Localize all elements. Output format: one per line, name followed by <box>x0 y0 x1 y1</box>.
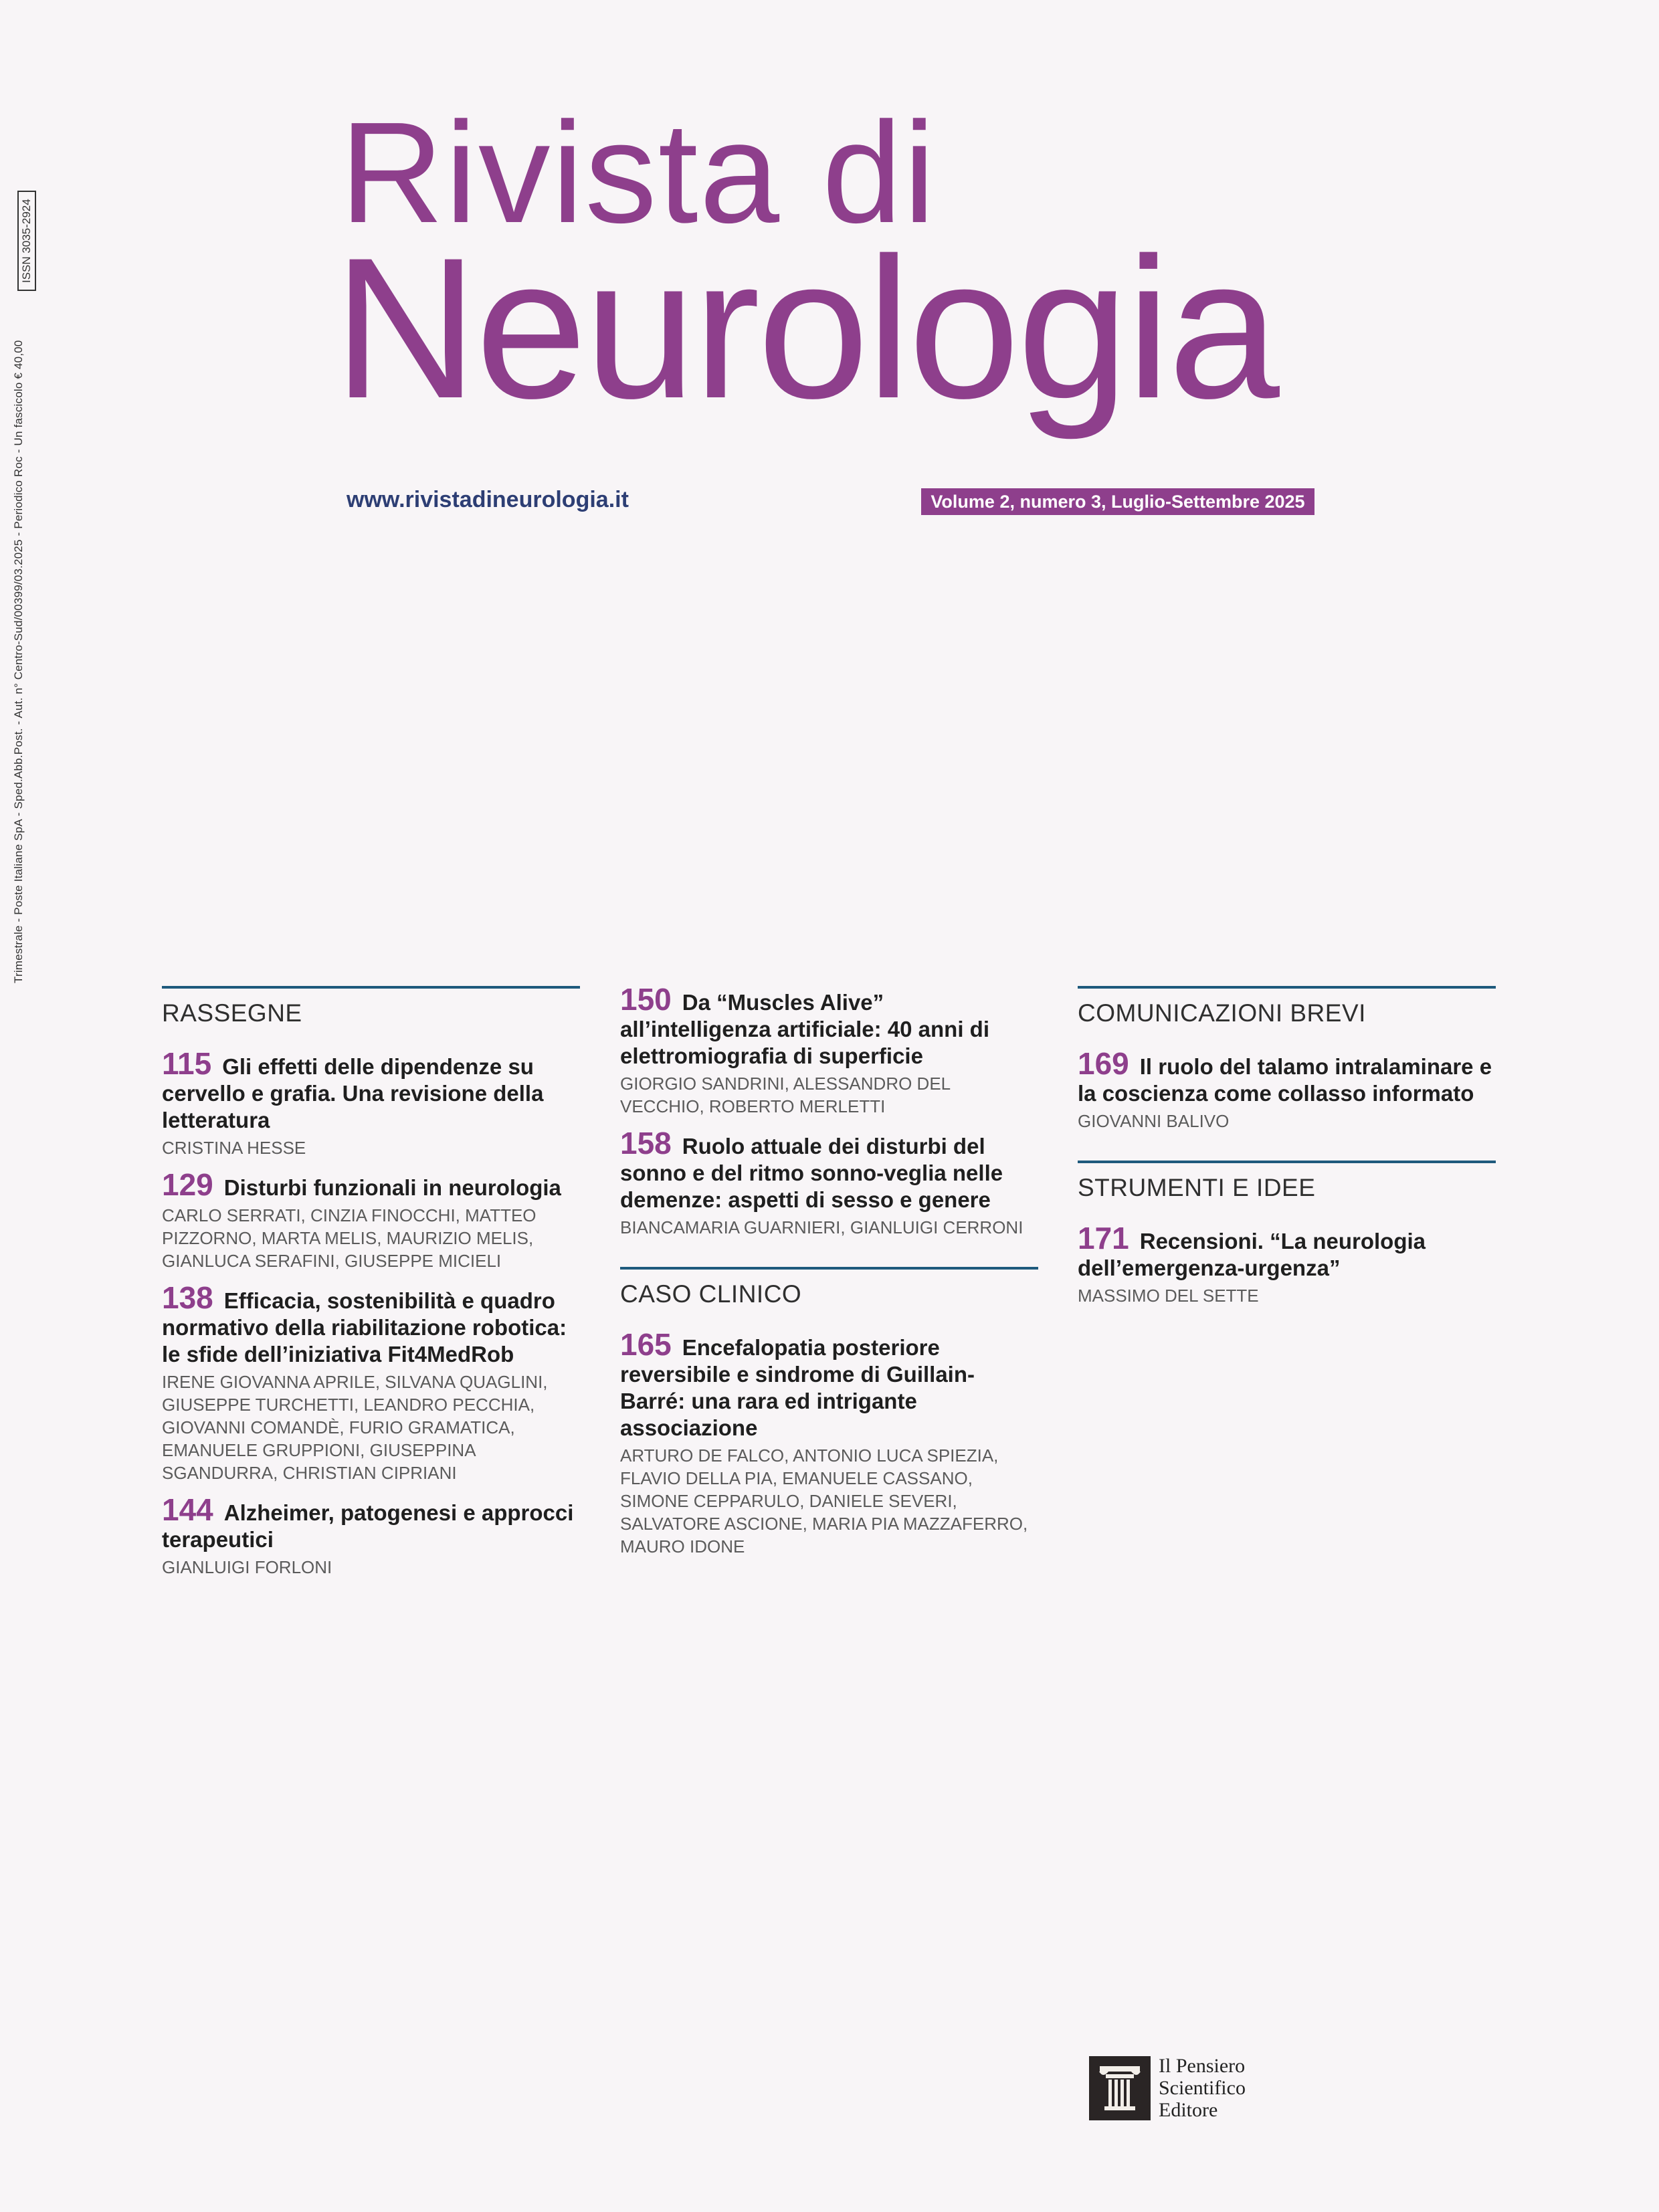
article-authors: GIOVANNI BALIVO <box>1078 1111 1230 1131</box>
toc-entry[interactable] <box>1078 1221 1496 1307</box>
article-title: 129 Disturbi funzionali in neurologia <box>162 1167 561 1202</box>
toc-entry[interactable] <box>1078 1046 1496 1132</box>
section-rule <box>620 1267 1038 1270</box>
publisher-logo <box>1089 2055 1246 2121</box>
column-middle <box>620 982 1038 1570</box>
article-page-number: 171 <box>1078 1221 1129 1255</box>
toc-entry[interactable] <box>162 1167 580 1272</box>
section-title-strumenti-idee: STRUMENTI E IDEE <box>1078 1174 1316 1201</box>
article-authors: MASSIMO DEL SETTE <box>1078 1286 1259 1306</box>
article-title: 115 Gli effetti delle dipendenze su cervello e grafia. Una revisione della letteratura <box>162 1046 544 1132</box>
article-page-number: 138 <box>162 1280 213 1315</box>
journal-title-line2: Neurologia <box>333 215 1277 440</box>
issue-badge: Volume 2, numero 3, Luglio-Settembre 2025 <box>921 488 1314 515</box>
article-authors: IRENE GIOVANNA APRILE, SILVANA QUAGLINI, GIUSEPPE TURCHETTI, LEANDRO PECCHIA, GIOVANNI COMANDÈ, FURIO GRAMATICA, EMANUELE GRUPPIONI, GIUSEPPINA SGANDURRA, CHRISTIAN CIPRIANI <box>162 1372 548 1483</box>
journal-website-link[interactable]: www.rivistadineurologia.it <box>347 487 629 512</box>
article-authors: GIANLUIGI FORLONI <box>162 1557 332 1577</box>
article-authors: CRISTINA HESSE <box>162 1138 306 1158</box>
article-title: 158 Ruolo attuale dei disturbi del sonno e del ritmo sonno-veglia nelle demenze: aspetti di sesso e genere <box>620 1126 1003 1212</box>
toc-entry[interactable] <box>162 1492 580 1579</box>
toc-entry[interactable] <box>162 1046 580 1159</box>
article-page-number: 165 <box>620 1327 672 1362</box>
journal-title-line1: Rivista di <box>340 92 937 253</box>
section-title-comunicazioni-brevi: COMUNICAZIONI BREVI <box>1078 999 1366 1027</box>
toc-entry[interactable] <box>620 982 1038 1118</box>
column-icon <box>1089 2056 1151 2120</box>
section-title-rassegne: RASSEGNE <box>162 999 302 1027</box>
article-title: 169 Il ruolo del talamo intralaminare e la coscienza come collasso informato <box>1078 1046 1492 1106</box>
section-title-caso-clinico: CASO CLINICO <box>620 1280 802 1308</box>
article-authors: CARLO SERRATI, CINZIA FINOCCHI, MATTEO PIZZORNO, MARTA MELIS, MAURIZIO MELIS, GIANLUCA SERAFINI, GIUSEPPE MICIELI <box>162 1205 536 1271</box>
article-page-number: 169 <box>1078 1046 1129 1081</box>
column-rassegne <box>162 986 580 1591</box>
article-title: 171 Recensioni. “La neurologia dell’emergenza-urgenza” <box>1078 1221 1426 1280</box>
article-page-number: 158 <box>620 1126 672 1161</box>
article-page-number: 150 <box>620 982 672 1017</box>
article-page-number: 129 <box>162 1167 213 1202</box>
publisher-name-line2: Scientifico <box>1159 2077 1246 2099</box>
toc-entry[interactable] <box>162 1280 580 1484</box>
article-authors: GIORGIO SANDRINI, ALESSANDRO DEL VECCHIO, ROBERTO MERLETTI <box>620 1074 951 1116</box>
publisher-name <box>1159 2055 1246 2121</box>
section-rule <box>1078 1161 1496 1163</box>
toc-entry[interactable] <box>620 1327 1038 1558</box>
article-title: 138 Efficacia, sostenibilità e quadro normativo della riabilitazione robotica: le sfide dell’iniziativa Fit4MedRob <box>162 1280 567 1367</box>
article-title: 165 Encefalopatia posteriore reversibile e sindrome di Guillain-Barré: una rara ed intrigante associazione <box>620 1327 975 1440</box>
postal-info-vertical: Trimestrale - Poste Italiane SpA - Sped.Abb.Post. - Aut. n° Centro-Sud/00399/03.2025 - Periodico Roc - Un fascicolo € 40,00 <box>12 340 25 983</box>
article-title: 144 Alzheimer, patogenesi e approcci terapeutici <box>162 1492 574 1552</box>
article-title: 150 Da “Muscles Alive” all’intelligenza artificiale: 40 anni di elettromiografia di superficie <box>620 982 989 1068</box>
article-authors: BIANCAMARIA GUARNIERI, GIANLUIGI CERRONI <box>620 1217 1023 1237</box>
publisher-name-line1: Il Pensiero <box>1159 2055 1246 2077</box>
article-page-number: 115 <box>162 1046 212 1081</box>
toc-entry[interactable] <box>620 1126 1038 1239</box>
article-page-number: 144 <box>162 1492 213 1527</box>
section-rule <box>1078 986 1496 989</box>
column-right <box>1078 986 1496 1319</box>
article-authors: ARTURO DE FALCO, ANTONIO LUCA SPIEZIA, FLAVIO DELLA PIA, EMANUELE CASSANO, SIMONE CEPPARULO, DANIELE SEVERI, SALVATORE ASCIONE, MARIA PIA MAZZAFERRO, MAURO IDONE <box>620 1445 1028 1556</box>
publisher-name-line3: Editore <box>1159 2099 1218 2121</box>
section-rule <box>162 986 580 989</box>
issn-badge: ISSN 3035-2924 <box>17 191 36 291</box>
